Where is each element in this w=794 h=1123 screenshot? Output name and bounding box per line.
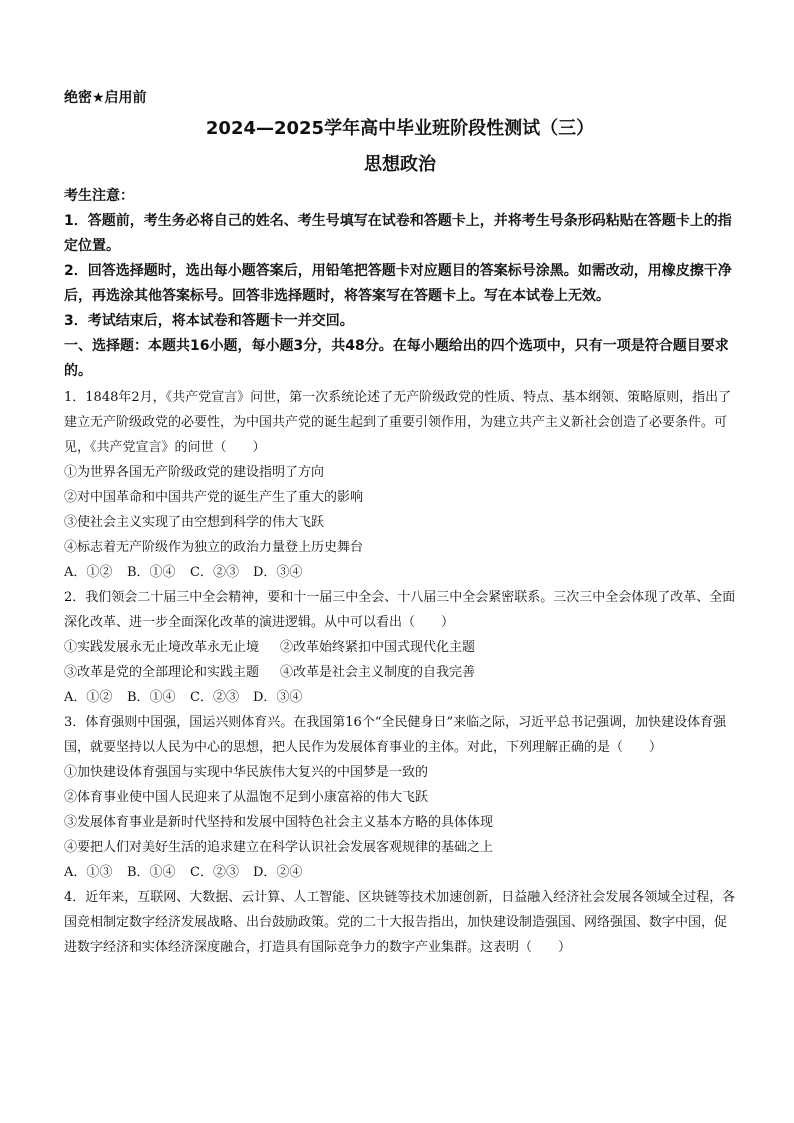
choice-a: A．①② [64,690,113,705]
choice-b: B．①④ [127,565,176,580]
question-1-option-3: ③使社会主义实现了由空想到科学的伟大飞跃 [64,515,325,530]
section-heading: 一、选择题：本题共16小题，每小题3分，共48分。在每小题给出的四个选项中，只有一项是符合题目要求的。 [64,338,729,379]
question-2-option-3: ③改革是党的全部理论和实践主题 [64,665,260,680]
choice-a: A．①③ [64,865,113,880]
question-3-option-2: ②体育事业使中国人民迎来了从温饱不足到小康富裕的伟大飞跃 [64,790,429,805]
confidential-label: 绝密★启用前 [64,90,147,106]
choice-d: D．③④ [253,565,303,580]
question-1-option-1: ①为世界各国无产阶级政党的建设指明了方向 [64,465,325,480]
question-1-stem: 1．1848年2月，《共产党宣言》问世，第一次系统论述了无产阶级政党的性质、特点、基本纲领、策略原则，指出了建立无产阶级政党的必要性，为中国共产党的诞生起到了重要引领作用，为建立共产主义新社会创造了必要条件。可见，《共产党宣言》的问世（ ） [64,390,732,455]
question-2-stem: 2．我们领会二十届三中全会精神，要和十一届三中全会、十八届三中全会紧密联系。三次三中全会体现了改革、全面深化改革、进一步全面深化改革的演进逻辑。从中可以看出（ ） [64,590,736,630]
notice-item-1: 1．答题前，考生务必将自己的姓名、考生号填写在试卷和答题卡上，并将考生号条形码粘贴在答题卡上的指定位置。 [64,213,732,254]
exam-title: 2024—2025学年高中毕业班阶段性测试（三） [205,118,595,139]
choice-b: B．①④ [127,865,176,880]
question-2-option-1: ①实践发展永无止境改革永无止境 [64,640,260,655]
notice-item-2: 2．回答选择题时，选出每小题答案后，用铅笔把答题卡对应题目的答案标号涂黑。如需改动，用橡皮擦干净后，再选涂其他答案标号。回答非选择题时，将答案写在答题卡上。写在本试卷上无效。 [64,263,732,304]
subject-title: 思想政治 [364,154,436,175]
choice-d: D．③④ [253,690,303,705]
question-2-options-row-2 [64,660,736,685]
choice-c: C．②③ [190,865,239,880]
question-3-choices [64,860,736,885]
choice-b: B．①④ [127,690,176,705]
question-1-option-2: ②对中国革命和中国共产党的诞生产生了重大的影响 [64,490,364,505]
question-3-stem: 3．体育强则中国强，国运兴则体育兴。在我国第16个“全民健身日”来临之际，习近平总书记强调，加快建设体育强国，就要坚持以人民为中心的思想，把人民作为发展体育事业的主体。对此，下列理解正确的是（ ） [64,715,727,755]
choice-a: A．①② [64,565,113,580]
question-3-option-3: ③发展体育事业是新时代坚持和发展中国特色社会主义基本方略的具体体现 [64,815,494,830]
question-1-option-4: ④标志着无产阶级作为独立的政治力量登上历史舞台 [64,540,364,555]
question-1-choices [64,560,736,585]
choice-c: C．②③ [190,690,239,705]
question-2-option-2: ②改革始终紧扣中国式现代化主题 [280,640,476,655]
choice-c: C．②③ [190,565,239,580]
question-2-choices [64,685,736,710]
question-2-option-4: ④改革是社会主义制度的自我完善 [280,665,476,680]
question-4-stem: 4．近年来，互联网、大数据、云计算、人工智能、区块链等技术加速创新，日益融入经济社会发展各领域全过程，各国竞相制定数字经济发展战略、出台鼓励政策。党的二十大报告指出，加快建设制造强国、网络强国、数字中国，促进数字经济和实体经济深度融合，打造具有国际竞争力的数字产业集群。这表明（ ） [64,890,736,955]
notice-heading: 考生注意： [64,188,134,204]
exam-page [64,88,736,960]
question-3-option-1: ①加快建设体育强国与实现中华民族伟大复兴的中国梦是一致的 [64,765,429,780]
question-2-options-row-1 [64,635,736,660]
notice-item-3: 3．考试结束后，将本试卷和答题卡一并交回。 [64,313,354,329]
choice-d: D．②④ [253,865,303,880]
question-3-option-4: ④要把人们对美好生活的追求建立在科学认识社会发展客观规律的基础之上 [64,840,494,855]
